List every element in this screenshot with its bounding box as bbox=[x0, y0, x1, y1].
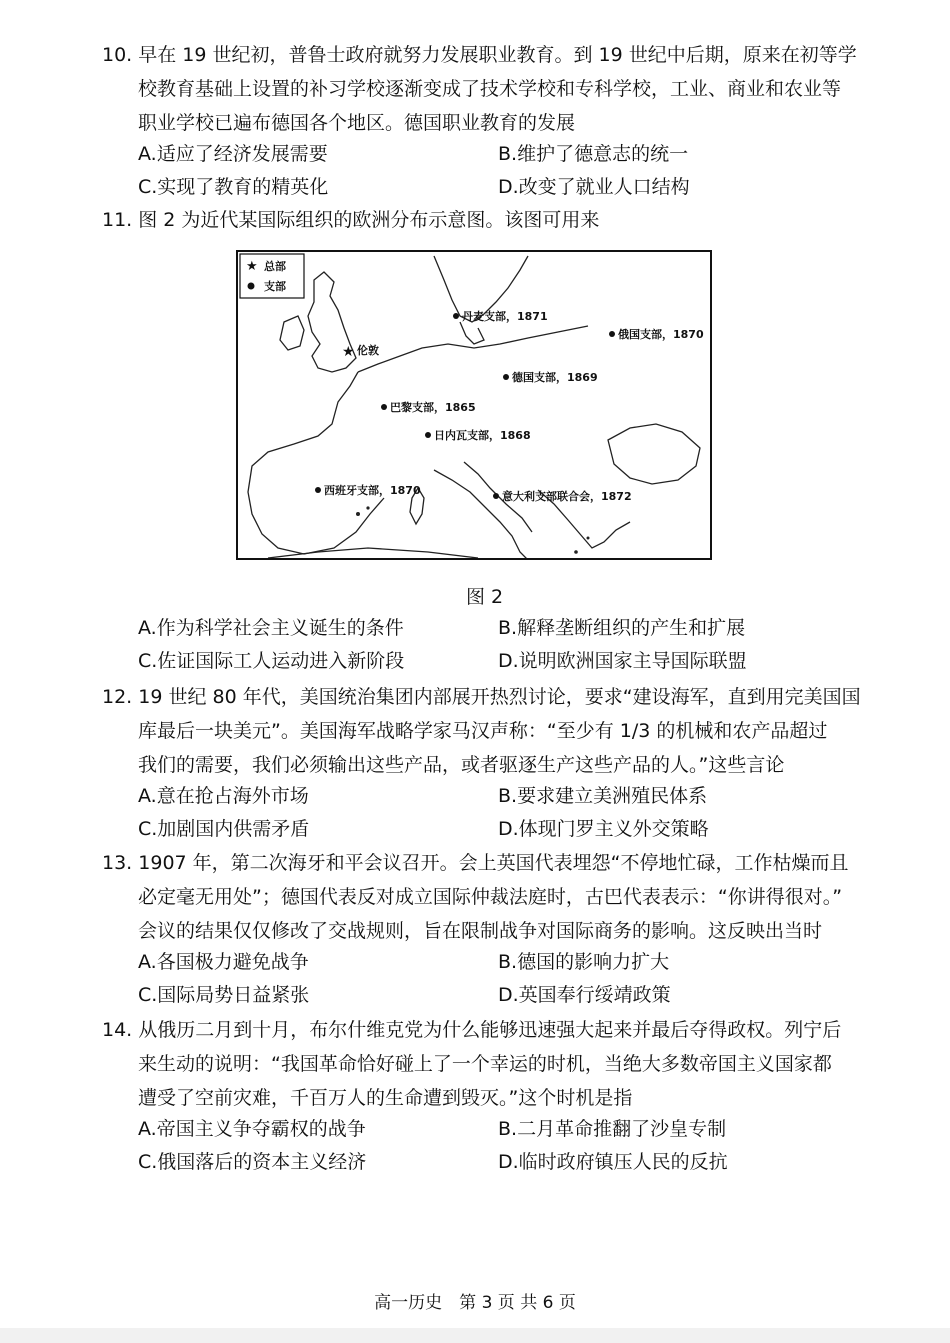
europe-map-figure bbox=[236, 250, 712, 560]
option-c: C.加剧国内供需矛盾 bbox=[138, 818, 310, 840]
figure-caption: 图 2 bbox=[466, 586, 504, 608]
option-d: D.英国奉行绥靖政策 bbox=[498, 984, 671, 1006]
branch-marker bbox=[503, 374, 509, 380]
italy-coastline bbox=[434, 470, 528, 560]
question-text-line: 库最后一块美元”。美国海军战略学家马汉声称：“至少有 1/3 的机械和农产品超过 bbox=[138, 720, 828, 742]
option-c: C.国际局势日益紧张 bbox=[138, 984, 310, 1006]
option-c: C.俄国落后的资本主义经济 bbox=[138, 1151, 367, 1173]
star-icon: ★ bbox=[246, 259, 258, 274]
scan-edge bbox=[0, 1328, 950, 1343]
branch-marker bbox=[425, 432, 431, 438]
question-text-line: 遭受了空前灾难，千百万人的生命遭到毁灭。”这个时机是指 bbox=[138, 1087, 633, 1109]
option-d: D.改变了就业人口结构 bbox=[498, 176, 690, 198]
question-text-line: 必定毫无用处”；德国代表反对成立国际仲裁法庭时，古巴代表表示：“你讲得很对。” bbox=[138, 886, 843, 908]
denmark-coastline bbox=[460, 322, 484, 344]
branch-label: 德国支部，1869 bbox=[512, 371, 598, 384]
question-number: 14. bbox=[102, 1019, 133, 1041]
question-text-line: 校教育基础上设置的补习学校逐渐变成了技术学校和专科学校，工业、商业和农业等 bbox=[138, 78, 842, 100]
question-text-line: 19 世纪 80 年代，美国统治集团内部展开热烈讨论，要求“建设海军，直到用完美国国 bbox=[138, 686, 861, 708]
question-number: 11. bbox=[102, 209, 133, 231]
question-13 bbox=[102, 846, 862, 948]
question-11 bbox=[102, 203, 862, 237]
question-14 bbox=[102, 1013, 862, 1115]
option-a: A.作为科学社会主义诞生的条件 bbox=[138, 617, 404, 639]
option-d: D.说明欧洲国家主导国际联盟 bbox=[498, 650, 747, 672]
option-b: B.二月革命推翻了沙皇专制 bbox=[498, 1118, 727, 1140]
branch-marker bbox=[381, 404, 387, 410]
map-branch-markers bbox=[315, 309, 704, 503]
option-c: C.佐证国际工人运动进入新阶段 bbox=[138, 650, 405, 672]
branch-label: 巴黎支部，1865 bbox=[390, 401, 476, 414]
page-footer: 高一历史 第 3 页 共 6 页 bbox=[374, 1293, 576, 1313]
branch-label: 意大利支部联合会，1872 bbox=[502, 490, 632, 503]
legend-branch-label: 支部 bbox=[264, 280, 286, 293]
branch-marker bbox=[609, 331, 615, 337]
option-d: D.临时政府镇压人民的反抗 bbox=[498, 1151, 728, 1173]
star-icon: ★ bbox=[342, 344, 355, 360]
dot-icon bbox=[248, 283, 255, 290]
question-text-line: 我们的需要，我们必须输出这些产品，或者驱逐生产这些产品的人。”这些言论 bbox=[138, 754, 785, 776]
option-b: B.要求建立美洲殖民体系 bbox=[498, 785, 708, 807]
option-b: B.解释垄断组织的产生和扩展 bbox=[498, 617, 746, 639]
iberia-coastline bbox=[248, 372, 384, 554]
option-a: A.适应了经济发展需要 bbox=[138, 143, 328, 165]
question-13-options bbox=[138, 946, 858, 1012]
question-10-options bbox=[138, 138, 858, 204]
branch-marker bbox=[453, 313, 459, 319]
branch-marker bbox=[493, 493, 499, 499]
branch-label: 西班牙支部，1870 bbox=[324, 484, 421, 497]
question-text-line: 图 2 为近代某国际组织的欧洲分布示意图。该图可用来 bbox=[138, 209, 600, 231]
question-14-options bbox=[138, 1113, 858, 1179]
question-text-line: 从俄历二月到十月，布尔什维克党为什么能够迅速强大起来并最后夺得政权。列宁后 bbox=[138, 1019, 842, 1041]
legend-hq-label: 总部 bbox=[264, 260, 286, 273]
option-c: C.实现了教育的精英化 bbox=[138, 176, 329, 198]
question-text-line: 会议的结果仅仅修改了交战规则，旨在限制战争对国际商务的影响。这反映出当时 bbox=[138, 920, 823, 942]
option-a: A.各国极力避免战争 bbox=[138, 951, 309, 973]
branch-label: 俄国支部，1870 bbox=[618, 328, 704, 341]
question-text-line: 1907 年，第二次海牙和平会议召开。会上英国代表埋怨“不停地忙碌，工作枯燥而且 bbox=[138, 852, 849, 874]
question-12 bbox=[102, 680, 862, 782]
europe-map bbox=[238, 252, 712, 560]
option-b: B.德国的影响力扩大 bbox=[498, 951, 670, 973]
option-a: A.帝国主义争夺霸权的战争 bbox=[138, 1118, 366, 1140]
option-b: B.维护了德意志的统一 bbox=[498, 143, 689, 165]
northern-coast bbox=[358, 326, 588, 372]
branch-label: 日内瓦支部，1868 bbox=[434, 429, 531, 442]
black-sea-coastline bbox=[608, 424, 700, 484]
question-number: 10. bbox=[102, 44, 133, 66]
question-12-options bbox=[138, 780, 858, 846]
branch-marker bbox=[315, 487, 321, 493]
question-text-line: 早在 19 世纪初，普鲁士政府就努力发展职业教育。到 19 世纪中后期，原来在初等学 bbox=[138, 44, 857, 66]
branch-label: 丹麦支部，1871 bbox=[462, 310, 548, 323]
ireland-coastline bbox=[280, 316, 304, 350]
option-a: A.意在抢占海外市场 bbox=[138, 785, 309, 807]
question-number: 12. bbox=[102, 686, 133, 708]
hq-label: 伦敦 bbox=[357, 344, 379, 357]
question-text-line: 职业学校已遍布德国各个地区。德国职业教育的发展 bbox=[138, 112, 576, 134]
map-legend bbox=[240, 254, 304, 298]
option-d: D.体现门罗主义外交策略 bbox=[498, 818, 709, 840]
question-10 bbox=[102, 38, 862, 140]
question-number: 13. bbox=[102, 852, 133, 874]
question-text-line: 来生动的说明：“我国革命恰好碰上了一个幸运的时机，当绝大多数帝国主义国家都 bbox=[138, 1053, 832, 1075]
question-11-options bbox=[138, 612, 858, 678]
